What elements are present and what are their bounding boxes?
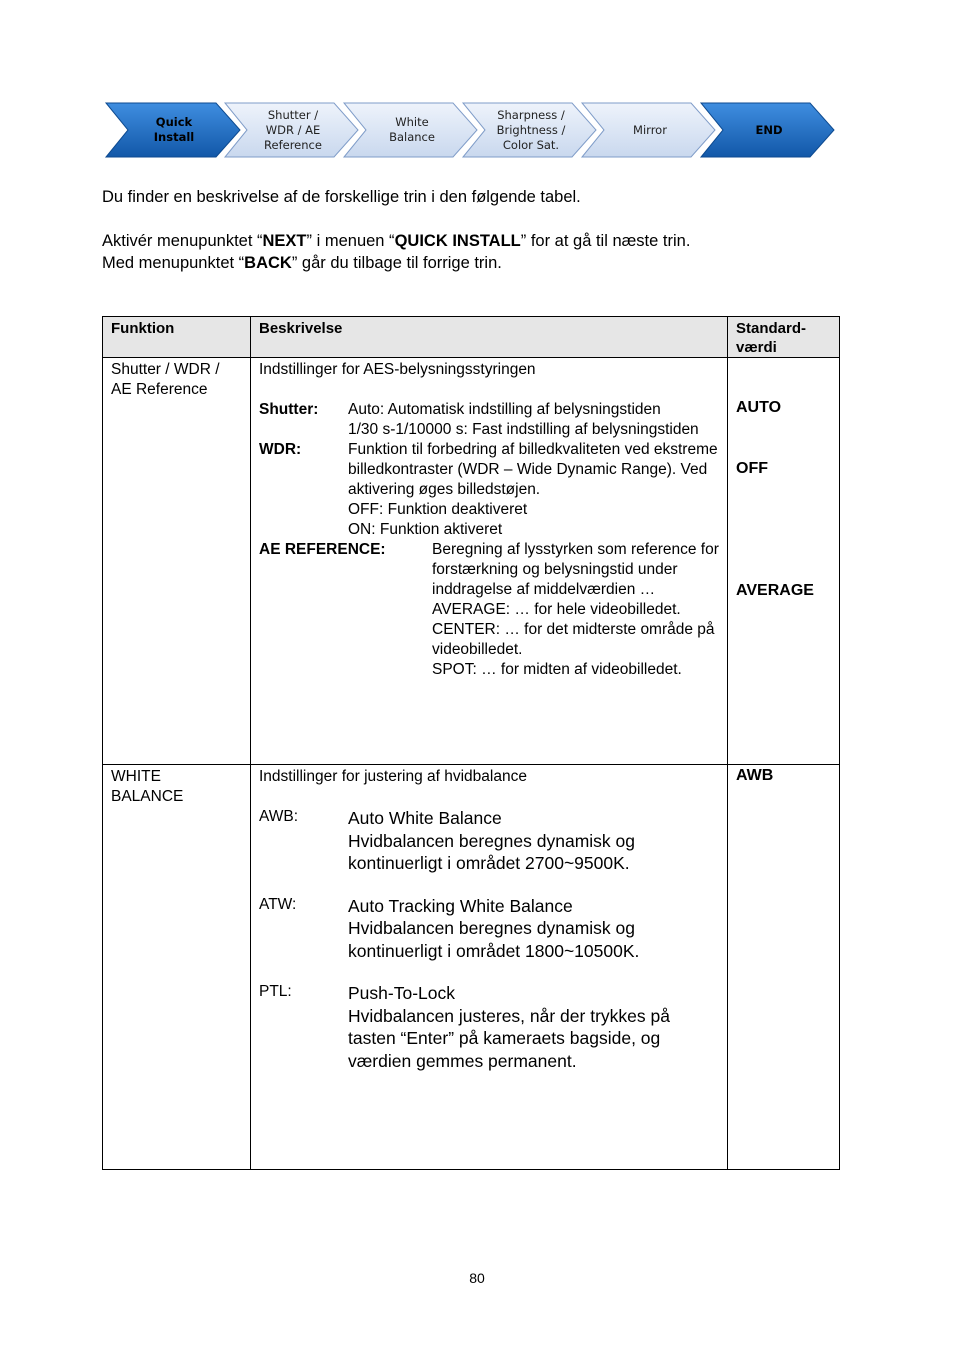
table-row [103, 765, 840, 1170]
row-intro: Indstillinger for justering af hvidbalance [259, 768, 527, 785]
default-shutter: AUTO [736, 399, 782, 416]
step-label-sharpness: Sharpness / Brightness / Color Sat. [496, 107, 566, 152]
param-atw: ATW: Auto Tracking White Balance Hvidbalancen beregnes dynamisk og kontinuerligt i området 1800~10500K. [259, 895, 640, 961]
header-beskrivelse: Beskrivelse [251, 317, 728, 358]
back-keyword: BACK [244, 254, 292, 272]
quick-install-step-banner [104, 100, 836, 160]
row-intro: Indstillinger for AES-belysningsstyringen [259, 361, 536, 378]
row-description [251, 358, 727, 682]
table-header-row [103, 317, 840, 358]
param-awb: AWB: Auto White Balance Hvidbalancen beregnes dynamisk og kontinuerligt i området 2700~9500K. [259, 808, 635, 873]
nav-line-back: Med menupunktet “BACK” går du tilbage til forrige trin. [102, 254, 502, 272]
quick-install-keyword: QUICK INSTALL [394, 232, 521, 250]
param-ptl: PTL: Push-To-Lock Hvidbalancen justeres, når der trykkes på tasten “Enter” på kameraets bagside, og værdien gemmes permanent. [259, 983, 670, 1071]
table-row [103, 358, 840, 765]
default-ae-reference: AVERAGE [736, 582, 814, 599]
row-function-label: Shutter / WDR / AE Reference [111, 361, 220, 398]
step-label-quick-install: Quick Install [153, 115, 195, 144]
default-white-balance: AWB [736, 767, 774, 784]
step-label-shutter: Shutter / WDR / AE Reference [264, 107, 322, 152]
settings-table [102, 316, 840, 1170]
intro-paragraph: Du finder en beskrivelse af de forskellige trin i den følgende tabel. [102, 188, 581, 206]
step-label-end: END [755, 122, 783, 137]
next-keyword: NEXT [262, 232, 307, 250]
param-ae-reference: AE REFERENCE: Beregning af lysstyrken som reference for forstærkning og belysningstid under inddragelse af middelværdien … AVERAGE: … for hele videobilledet. CENTER: … for det midterste område på videobilledet. SPOT: … for midten af videobilledet. [259, 541, 719, 678]
step-label-white-balance: White Balance [389, 115, 435, 144]
default-wdr: OFF [736, 460, 768, 477]
param-shutter: Shutter: Auto: Automatisk indstilling af belysningstiden 1/30 s-1/10000 s: Fast indstilling af belysningstiden [259, 401, 699, 438]
param-wdr: WDR: Funktion til forbedring af billedkvaliteten ved ekstreme billedkontraster (WDR – Wide Dynamic Range). Ved aktivering øges billedstøjen. OFF: Funktion deaktiveret ON: Funktion aktiveret [259, 441, 718, 538]
row-function-label: WHITE BALANCE [111, 768, 184, 805]
header-standardvaerdi: Standard- værdi [728, 317, 840, 358]
step-label-mirror: Mirror [633, 122, 667, 137]
header-funktion: Funktion [103, 317, 251, 358]
page-number: 80 [469, 1270, 485, 1286]
nav-line-next: Aktivér menupunktet “NEXT” i menuen “QUICK INSTALL” for at gå til næste trin. [102, 232, 691, 250]
navigation-paragraph [102, 230, 690, 274]
row-description [251, 765, 727, 1074]
